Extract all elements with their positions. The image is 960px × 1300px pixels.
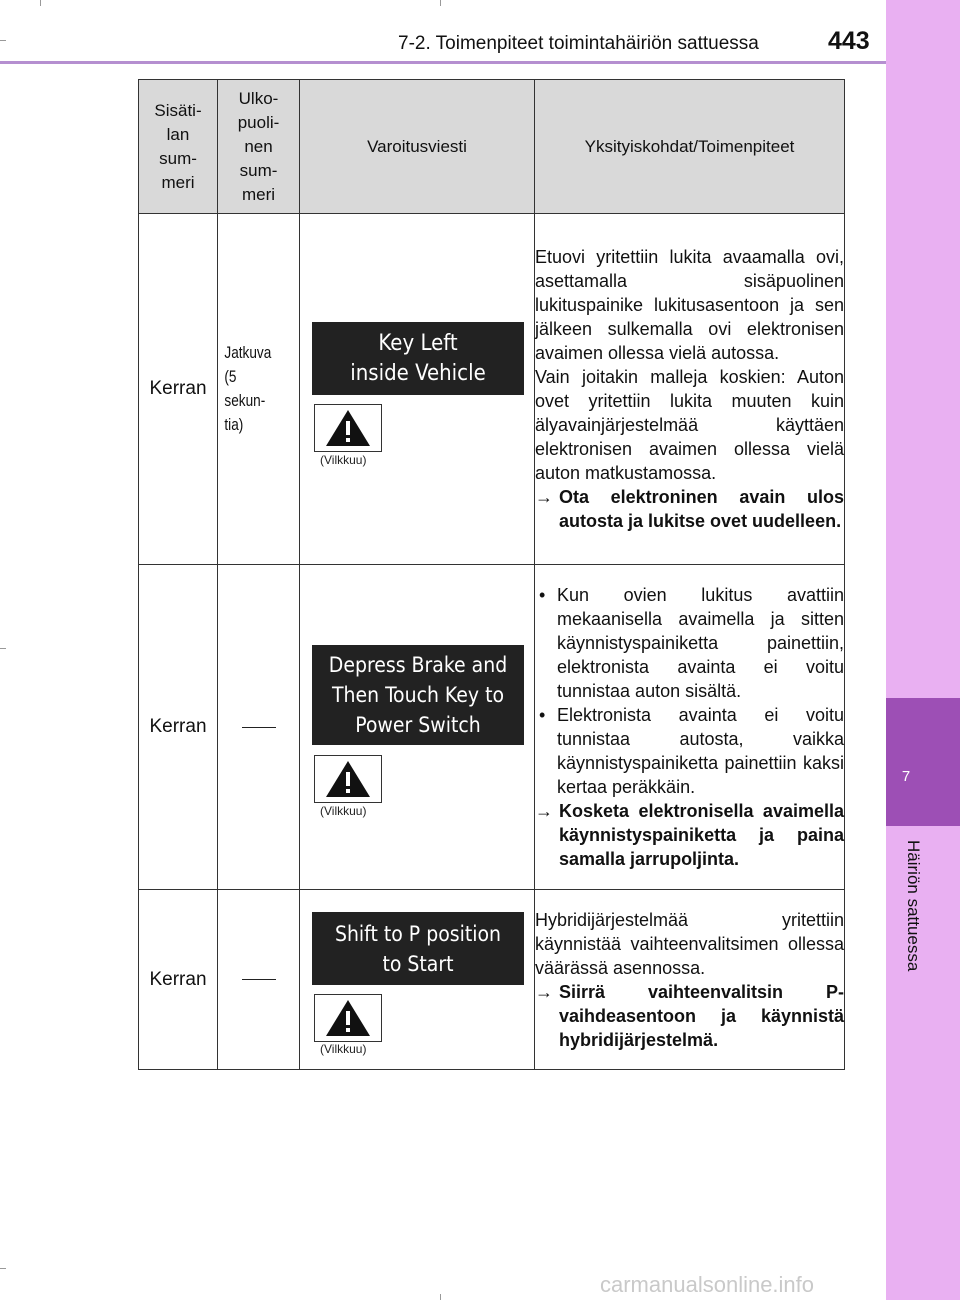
bullet-item (535, 703, 844, 799)
table-row (139, 890, 845, 1070)
bullet-text: Elektronista avainta ei voitu tunnistaa autosta, vaikka käynnistyspainiketta painettiin kaksi kertaa peräkkäin. (557, 705, 844, 797)
arrow-icon: → (535, 487, 553, 507)
none-dash (242, 727, 276, 728)
section-title: 7-2. Toimenpiteet toimintahäiriön sattuessa (398, 33, 759, 54)
warning-message-cell (300, 890, 535, 1070)
message-display: Shift to P position to Start (312, 912, 524, 985)
details-cell (535, 214, 845, 565)
page-header (0, 0, 886, 64)
watermark: carmanualsonline.info (600, 1272, 815, 1297)
action-text: Kosketa elektronisella avaimella käynnistyspainiketta ja paina samalla jarrupoljinta. (559, 801, 844, 869)
warning-indicator (314, 404, 382, 452)
bullet-icon: • (539, 585, 546, 605)
external-buzzer-cell (218, 890, 300, 1070)
warning-table (138, 79, 845, 1070)
none-dash (242, 979, 276, 980)
action-line (535, 799, 844, 871)
external-buzzer-value: Jatkuva (5 sekun- tia) (224, 343, 272, 434)
warning-message-cell (300, 214, 535, 565)
table-row (139, 565, 845, 890)
message-display: Depress Brake and Then Touch Key to Power Switch (312, 645, 524, 745)
warning-indicator (314, 994, 382, 1042)
chapter-number: 7 (901, 768, 911, 785)
warning-triangle-icon (324, 408, 372, 448)
chapter-side-strip (886, 0, 960, 1300)
details-cell (535, 890, 845, 1070)
detail-text: Etuovi yritettiin lukita avaamalla ovi, asettamalla sisäpuolinen lukituspainike lukitusasentoon ja sen jälkeen sulkemalla ovi elektronisen avaimen ollessa vielä autossa. Vain joitakin malleja koskien: Auton ovet yritettiin lukita muuten kuin älyavainjärjestelmää käyttäen elektronisen avaimen ollessa vielä auton matkustamossa. (535, 247, 844, 483)
header-warning-message: Varoitusviesti (300, 80, 535, 214)
internal-buzzer-cell: Kerran (139, 565, 218, 890)
action-line (535, 980, 844, 1052)
internal-buzzer-cell: Kerran (139, 214, 218, 565)
warning-indicator (314, 755, 382, 803)
warning-triangle-icon (324, 998, 372, 1038)
blink-note: (Vilkkuu) (320, 453, 367, 467)
bullet-item (535, 583, 844, 703)
crop-mark (440, 1294, 441, 1300)
arrow-icon: → (535, 801, 553, 821)
chapter-label: Häiriön sattuessa (904, 840, 923, 972)
crop-mark (0, 1268, 6, 1269)
header-external-buzzer: Ulko- puoli- nen sum- meri (218, 80, 300, 214)
header-internal-buzzer: Sisäti- lan sum- meri (139, 80, 218, 214)
table-row (139, 214, 845, 565)
blink-note: (Vilkkuu) (320, 1042, 367, 1056)
header-rule (0, 61, 886, 64)
table-header-row (139, 80, 845, 214)
crop-mark (0, 648, 6, 649)
external-buzzer-cell (218, 214, 300, 565)
header-details: Yksityiskohdat/Toimenpiteet (535, 80, 845, 214)
detail-text: Hybridijärjestelmää yritettiin käynnistää vaihteenvalitsimen ollessa väärässä asennossa. (535, 910, 844, 978)
blink-note: (Vilkkuu) (320, 804, 367, 818)
internal-buzzer-cell: Kerran (139, 890, 218, 1070)
bullet-text: Kun ovien lukitus avattiin mekaanisella avaimella ja sitten käynnistyspainiketta painettiin, elektronista avainta ei voitu tunnistaa auton sisältä. (557, 585, 844, 701)
warning-message-cell (300, 565, 535, 890)
page-number: 443 (828, 27, 870, 55)
action-line (535, 485, 844, 533)
arrow-icon: → (535, 982, 553, 1002)
chapter-tab (886, 698, 960, 826)
details-cell (535, 565, 845, 890)
action-text: Siirrä vaihteenvalitsin P-vaihdeasentoon ja käynnistä hybridijärjestelmä. (559, 982, 844, 1050)
warning-triangle-icon (324, 759, 372, 799)
message-display: Key Left inside Vehicle (312, 322, 524, 395)
action-text: Ota elektroninen avain ulos autosta ja lukitse ovet uudelleen. (559, 487, 844, 531)
external-buzzer-cell (218, 565, 300, 890)
bullet-icon: • (539, 705, 546, 725)
